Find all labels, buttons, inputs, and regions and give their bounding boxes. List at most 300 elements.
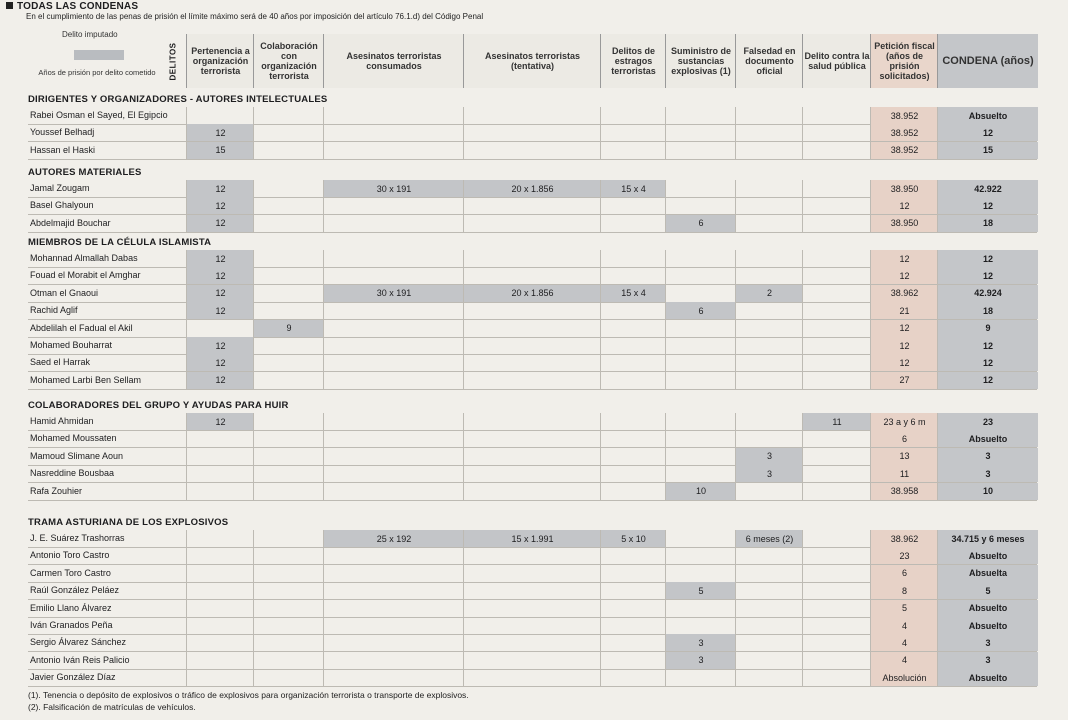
crime-cell [802,320,871,337]
crime-cell [463,107,601,124]
crime-cell [186,320,254,337]
crime-cell [463,465,601,482]
crime-cell [463,634,601,651]
crime-cell: 15 x 4 [600,180,666,197]
crime-cell [463,565,601,582]
crime-cell [186,107,254,124]
crime-cell [600,215,666,232]
crime-cell [802,197,871,214]
peticion-cell: 12 [870,354,938,371]
defendant-name: Rafa Zouhier [30,485,83,496]
crime-cell [665,669,736,686]
crime-cell [600,197,666,214]
crime-cell [600,652,666,669]
crime-cell [463,142,601,159]
crime-cell [463,600,601,617]
crime-cell: 30 x 191 [323,180,464,197]
col-suministro: Suministro de sustancias explosivas (1) [665,34,736,88]
crime-cell [323,197,464,214]
crime-cell [802,267,871,284]
crime-cell [665,372,736,389]
crime-cell [735,617,803,634]
table-row [28,483,1037,501]
crime-cell [600,267,666,284]
crime-cell [323,634,464,651]
crime-cell [253,250,324,267]
crime-cell [253,430,324,447]
crime-cell [665,197,736,214]
crime-cell [665,600,736,617]
crime-cell [735,372,803,389]
crime-cell [802,142,871,159]
table-row [28,372,1037,390]
crime-cell [802,215,871,232]
crime-cell [665,413,736,430]
table-row [28,215,1037,233]
table-row [28,530,1037,548]
crime-cell: 11 [802,413,871,430]
condena-cell: 5 [937,582,1038,599]
defendant-name: Hassan el Haski [30,144,96,155]
condena-cell: 3 [937,634,1038,651]
crime-cell [253,337,324,354]
crime-cell [186,582,254,599]
defendant-name: Hamid Ahmidan [30,416,94,426]
crime-cell: 25 x 192 [323,530,464,547]
col-peticion-fiscal: Petición fiscal (años de prisión solicitados) [870,34,938,88]
crime-cell [186,547,254,564]
defendant-name: Antonio Iván Reis Palicio [30,654,130,665]
crime-cell [735,565,803,582]
peticion-cell: 8 [870,582,938,599]
defendant-name: Carmen Toro Castro [30,567,111,578]
peticion-cell: 38.950 [870,215,938,232]
crime-cell [463,483,601,500]
crime-cell [600,337,666,354]
crime-cell: 12 [186,285,254,302]
crime-cell [600,547,666,564]
crime-cell [735,197,803,214]
crime-cell: 30 x 191 [323,285,464,302]
crime-cell [253,530,324,547]
crime-cell: 6 [665,302,736,319]
crime-cell [735,142,803,159]
condena-cell: Absuelto [937,617,1038,634]
crime-cell [463,302,601,319]
crime-cell [600,372,666,389]
crime-cell [323,448,464,465]
defendant-name: Sergio Álvarez Sánchez [30,637,127,648]
crime-cell [253,302,324,319]
crime-cell [802,547,871,564]
crime-cell: 15 [186,142,254,159]
peticion-cell: 12 [870,337,938,354]
section-title: COLABORADORES DEL GRUPO Y AYUDAS PARA HUIR [28,400,289,411]
crime-cell [323,413,464,430]
condena-cell: 34.715 y 6 meses [937,530,1038,547]
crime-cell [253,197,324,214]
crime-cell [323,582,464,599]
table-row [28,197,1037,215]
crime-cell [735,354,803,371]
crime-cell [323,547,464,564]
defendant-name: Youssef Belhadj [30,127,95,138]
footnote: (2). Falsificación de matrículas de vehículos. [28,702,196,712]
condena-cell: 42.924 [937,285,1038,302]
condena-cell: 3 [937,652,1038,669]
crime-cell [186,483,254,500]
table-row [28,285,1037,303]
legend [22,30,174,92]
crime-cell [463,547,601,564]
crime-cell [802,430,871,447]
table-row [28,430,1037,448]
condena-cell: 12 [937,250,1038,267]
col-falsedad: Falsedad en documento oficial [735,34,803,88]
peticion-cell: 38.962 [870,285,938,302]
crime-cell [463,250,601,267]
crime-cell: 20 x 1.856 [463,285,601,302]
crime-cell: 12 [186,215,254,232]
crime-cell: 12 [186,413,254,430]
crime-cell [253,617,324,634]
crime-cell [802,617,871,634]
crime-cell [253,354,324,371]
crime-cell [600,582,666,599]
condena-cell: 10 [937,483,1038,500]
crime-cell [802,582,871,599]
crime-cell: 6 meses (2) [735,530,803,547]
crime-cell [323,250,464,267]
delitos-text: DELITOS [168,42,178,81]
table-row [28,669,1037,687]
crime-cell [735,483,803,500]
crime-cell [665,107,736,124]
crime-cell [600,483,666,500]
crime-cell [253,448,324,465]
crime-cell: 10 [665,483,736,500]
condena-cell: Absuelta [937,565,1038,582]
crime-cell [665,250,736,267]
peticion-cell: 4 [870,617,938,634]
crime-cell [735,124,803,141]
crime-cell [186,530,254,547]
crime-cell: 3 [735,448,803,465]
crime-cell [665,320,736,337]
crime-cell: 6 [665,215,736,232]
peticion-cell: 12 [870,267,938,284]
delitos-vertical-label [168,40,185,88]
crime-cell [463,448,601,465]
crime-cell [323,337,464,354]
crime-cell [463,582,601,599]
peticion-cell: 21 [870,302,938,319]
table-row [28,180,1037,198]
peticion-cell: 23 [870,547,938,564]
crime-cell: 15 x 4 [600,285,666,302]
crime-cell [802,669,871,686]
table-row [28,600,1037,618]
crime-cell [802,448,871,465]
crime-cell [600,617,666,634]
crime-cell [253,652,324,669]
crime-cell: 3 [735,465,803,482]
crime-cell [802,285,871,302]
table-row [28,124,1037,142]
crime-cell [802,354,871,371]
crime-cell: 5 x 10 [600,530,666,547]
condena-cell: 3 [937,465,1038,482]
legend-label-top: Delito imputado [62,30,118,39]
crime-cell [323,124,464,141]
condena-cell: 23 [937,413,1038,430]
section-title: TRAMA ASTURIANA DE LOS EXPLOSIVOS [28,517,229,528]
defendant-name: Abdelmajid Bouchar [30,217,111,228]
crime-cell [253,372,324,389]
col-asesinatos-tentativa: Asesinatos terroristas (tentativa) [463,34,601,88]
defendant-name: J. E. Suárez Trashorras [30,533,125,543]
crime-cell [463,652,601,669]
crime-cell [463,430,601,447]
condena-cell: 3 [937,448,1038,465]
defendant-name: Javier González Díaz [30,672,116,683]
defendant-name: Rabei Osman el Sayed, El Egipcio [30,110,168,120]
crime-cell: 12 [186,302,254,319]
peticion-cell: 38.952 [870,107,938,124]
col-pertenencia: Pertenencia a organización terrorista [186,34,254,88]
header-subtitle: En el cumplimiento de las penas de prisión el límite máximo será de 40 años por imposición del artículo 76.1.d) del Código Penal [26,12,484,21]
condena-cell: 18 [937,302,1038,319]
crime-cell [253,142,324,159]
defendant-name: Mamoud Slimane Aoun [30,450,124,461]
peticion-cell: 5 [870,600,938,617]
crime-cell [665,530,736,547]
defendant-name: Antonio Toro Castro [30,550,110,561]
crime-cell [253,669,324,686]
crime-cell [802,600,871,617]
defendant-name: Mohamed Bouharrat [30,340,113,350]
crime-cell [802,250,871,267]
crime-cell [186,430,254,447]
table-row [28,302,1037,320]
crime-cell [600,107,666,124]
peticion-cell: 4 [870,634,938,651]
defendant-name: Rachid Aglif [30,305,78,316]
crime-cell: 15 x 1.991 [463,530,601,547]
crime-cell [463,669,601,686]
crime-cell [802,372,871,389]
defendant-name: Mohannad Almallah Dabas [30,253,138,263]
crime-cell [735,582,803,599]
defendant-name: Otman el Gnaoui [30,287,99,298]
crime-cell [600,669,666,686]
crime-cell [323,430,464,447]
crime-cell [802,124,871,141]
peticion-cell: 23 a y 6 m [870,413,938,430]
crime-cell [600,448,666,465]
crime-cell [735,250,803,267]
crime-cell: 12 [186,180,254,197]
crime-cell [600,354,666,371]
crime-cell [600,430,666,447]
peticion-cell: 4 [870,652,938,669]
crime-cell [323,142,464,159]
crime-cell [253,600,324,617]
crime-cell [463,372,601,389]
crime-cell [735,430,803,447]
col-estragos: Delitos de estragos terroristas [600,34,666,88]
crime-cell [186,600,254,617]
crime-cell [463,413,601,430]
col-asesinatos-consumados: Asesinatos terroristas consumados [323,34,464,88]
table-row [28,565,1037,583]
crime-cell [253,634,324,651]
crime-cell [802,565,871,582]
crime-cell [463,197,601,214]
crime-cell [735,215,803,232]
crime-cell: 5 [665,582,736,599]
table-row [28,448,1037,466]
crime-cell [463,215,601,232]
crime-cell [600,250,666,267]
condena-cell: 12 [937,124,1038,141]
header-title-text: TODAS LAS CONDENAS [17,1,139,12]
legend-swatch [74,50,124,60]
crime-cell [323,372,464,389]
crime-cell [665,547,736,564]
crime-cell [802,465,871,482]
defendant-name: Mohamed Larbi Ben Sellam [30,374,142,385]
col-colaboracion: Colaboración con organización terrorista [253,34,324,88]
crime-cell: 12 [186,124,254,141]
condena-cell: 42.922 [937,180,1038,197]
crime-cell: 12 [186,372,254,389]
peticion-cell: 12 [870,320,938,337]
crime-cell [463,337,601,354]
crime-cell [323,465,464,482]
crime-cell [323,215,464,232]
crime-cell [323,617,464,634]
crime-cell [735,547,803,564]
defendant-name: Mohamed Moussaten [30,433,117,444]
condena-cell: 15 [937,142,1038,159]
peticion-cell: 13 [870,448,938,465]
crime-cell [186,448,254,465]
crime-cell: 12 [186,250,254,267]
crime-cell [323,107,464,124]
section-title: MIEMBROS DE LA CÉLULA ISLAMISTA [28,237,212,248]
crime-cell [253,547,324,564]
condena-cell: 9 [937,320,1038,337]
crime-cell [463,124,601,141]
crime-cell: 3 [665,634,736,651]
peticion-cell: 38.950 [870,180,938,197]
crime-cell [253,565,324,582]
header-title [6,1,138,12]
square-bullet-icon [6,2,13,9]
crime-cell [665,354,736,371]
crime-cell [253,582,324,599]
crime-cell [253,124,324,141]
crime-cell: 20 x 1.856 [463,180,601,197]
crime-cell [600,124,666,141]
crime-cell [186,617,254,634]
crime-cell [735,600,803,617]
crime-cell [323,302,464,319]
crime-cell [323,652,464,669]
condena-cell: Absuelto [937,430,1038,447]
crime-cell [600,320,666,337]
crime-cell [463,617,601,634]
crime-cell [802,634,871,651]
peticion-cell: 6 [870,430,938,447]
crime-cell [186,634,254,651]
defendant-name: Emilio Llano Álvarez [30,602,112,613]
crime-cell [665,124,736,141]
defendant-name: Saed el Harrak [30,357,91,368]
crime-cell [323,483,464,500]
condena-cell: 12 [937,337,1038,354]
peticion-cell: 38.958 [870,483,938,500]
crime-cell [253,107,324,124]
crime-cell [600,142,666,159]
crime-cell [600,465,666,482]
crime-cell [253,413,324,430]
crime-cell [665,448,736,465]
crime-cell [735,302,803,319]
crime-cell [665,617,736,634]
crime-cell [186,465,254,482]
table-row [28,337,1037,355]
crime-cell [665,430,736,447]
condena-cell: Absuelto [937,547,1038,564]
table-row [28,413,1037,431]
crime-cell [735,320,803,337]
section-title: DIRIGENTES Y ORGANIZADORES - AUTORES INTELECTUALES [28,94,328,105]
crime-cell [186,669,254,686]
crime-cell [600,600,666,617]
table-row [28,267,1037,285]
crime-cell: 2 [735,285,803,302]
defendant-name: Basel Ghalyoun [30,200,94,211]
peticion-cell: 38.952 [870,124,938,141]
peticion-cell: 38.962 [870,530,938,547]
crime-cell [323,354,464,371]
crime-cell [253,483,324,500]
crime-cell [802,302,871,319]
crime-cell [735,180,803,197]
crime-cell [665,285,736,302]
defendant-name: Abdelilah el Fadual el Akil [30,322,133,333]
crime-cell [323,669,464,686]
defendant-name: Raúl González Peláez [30,585,120,596]
crime-cell [735,634,803,651]
legend-label-bottom: Años de prisión por delito cometido [38,68,156,77]
crime-cell [253,285,324,302]
table-row [28,250,1037,268]
table-row [28,354,1037,372]
crime-cell: 12 [186,197,254,214]
peticion-cell: 11 [870,465,938,482]
crime-cell: 12 [186,354,254,371]
crime-cell [186,652,254,669]
crime-cell [735,413,803,430]
crime-cell [735,669,803,686]
crime-cell [735,337,803,354]
crime-cell [253,465,324,482]
col-condena: CONDENA (años) [937,34,1038,88]
peticion-cell: 12 [870,250,938,267]
